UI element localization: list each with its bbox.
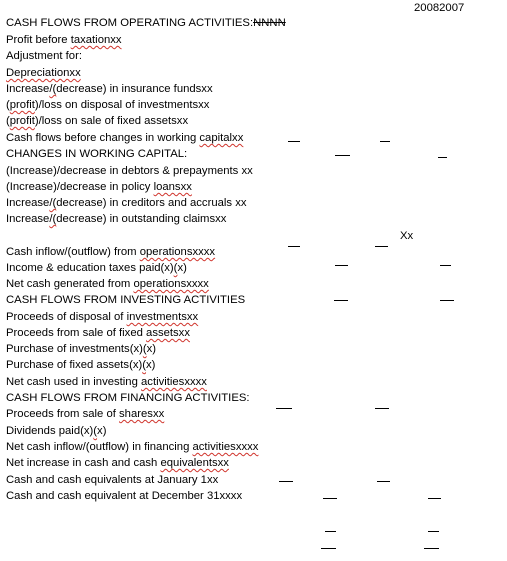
rule-dash (424, 548, 439, 549)
rule-dash (438, 157, 447, 158)
line-before-working-capital: Cash flows before changes in working capitalxx (6, 132, 244, 144)
line-net-cash-financing: Net cash inflow/(outflow) in financing activitiesxxxx (6, 441, 259, 453)
rule-dash (288, 246, 300, 247)
line-purchase-investments: Purchase of investments(x)(x) (6, 343, 157, 355)
rule-dash (288, 141, 300, 142)
line-taxes-paid: Income & education taxes paid(x)(x) (6, 262, 187, 274)
year-header: 20082007 (414, 2, 465, 14)
side-label: Xx (400, 230, 414, 242)
line-depreciation: Depreciationxx (6, 67, 81, 79)
rule-dash (380, 141, 390, 142)
line-purchase-fixed-assets: Purchase of fixed assets(x)(x) (6, 359, 156, 371)
line-disposal-investments: (profit)/loss on disposal of investmentsxx (6, 99, 210, 111)
line-debtors: (Increase)/decrease in debtors & prepayments xx (6, 165, 253, 177)
rule-dash (276, 408, 292, 409)
line-creditors: Increase/(decrease) in creditors and accruals xx (6, 197, 247, 209)
rule-dash (323, 498, 337, 499)
line-changes-heading: CHANGES IN WORKING CAPITAL: (6, 148, 188, 160)
rule-dash (335, 155, 350, 156)
line-policy-loans: (Increase)/decrease in policy loansxx (6, 181, 192, 193)
line-proceeds-shares: Proceeds from sale of sharesxx (6, 408, 165, 420)
rule-dash (377, 481, 390, 482)
rule-dash (334, 300, 348, 301)
rule-dash (279, 481, 293, 482)
line-net-cash-operations: Net cash generated from operationsxxxx (6, 278, 209, 290)
rule-dash (325, 531, 336, 532)
rule-dash (335, 265, 348, 266)
rule-dash (321, 548, 336, 549)
rule-dash (428, 498, 441, 499)
line-net-increase-cash: Net increase in cash and cash equivalentsxx (6, 457, 229, 469)
line-investing-heading: CASH FLOWS FROM INVESTING ACTIVITIES (6, 294, 246, 306)
line-insurance-funds: Increase/(decrease) in insurance fundsxx (6, 83, 213, 95)
rule-dash (440, 300, 454, 301)
line-sale-fixed-assets: (profit)/loss on sale of fixed assetsxx (6, 115, 189, 127)
line-proceeds-investments: Proceeds of disposal of investmentsxx (6, 311, 199, 323)
line-proceeds-fixed-assets: Proceeds from sale of fixed assetsxx (6, 327, 190, 339)
line-net-cash-investing: Net cash used in investing activitiesxxxx (6, 376, 207, 388)
rule-dash (440, 265, 451, 266)
line-cash-inflow-operations: Cash inflow/(outflow) from operationsxxxx (6, 246, 216, 258)
line-adjustment: Adjustment for: (6, 50, 82, 62)
line-financing-heading: CASH FLOWS FROM FINANCING ACTIVITIES: (6, 392, 250, 404)
line-claims: Increase/(decrease) in outstanding claimsxx (6, 213, 227, 225)
line-cash-january: Cash and cash equivalents at January 1xx (6, 474, 219, 486)
rule-dash (428, 531, 439, 532)
line-cash-december: Cash and cash equivalent at December 31xxxx (6, 490, 243, 502)
line-operating-heading: CASH FLOWS FROM OPERATING ACTIVITIES:NNNN (6, 17, 286, 29)
rule-dash (375, 408, 389, 409)
line-profit-before-tax: Profit before taxationxx (6, 34, 122, 46)
rule-dash (375, 246, 388, 247)
line-dividends-paid: Dividends paid(x)(x) (6, 425, 107, 437)
